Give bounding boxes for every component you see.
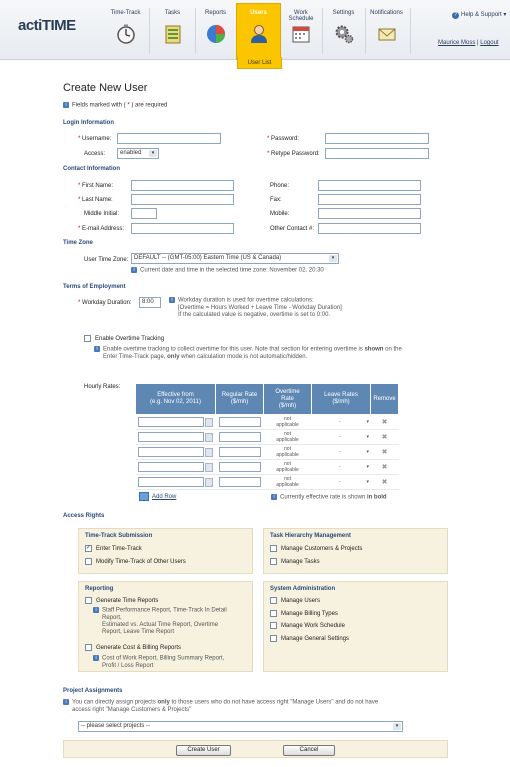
generate-cost-billing-checkbox[interactable] — [85, 644, 92, 651]
clipboard-icon — [163, 24, 183, 44]
manage-billing-types-checkbox[interactable] — [270, 610, 277, 617]
effective-date-input[interactable] — [138, 432, 204, 442]
manage-users-checkbox[interactable] — [270, 597, 277, 604]
fax-label: Fax: — [270, 197, 282, 203]
retype-password-input[interactable] — [325, 148, 429, 159]
chevron-down-icon: ▾ — [329, 255, 337, 262]
calendar-icon[interactable] — [205, 418, 213, 427]
project-assignments-title: Project Assignments — [63, 688, 123, 694]
regular-rate-input[interactable] — [219, 432, 261, 442]
timezone-section-title: Time Zone — [63, 240, 93, 246]
workday-note-3: If the calculated value is negative, overtime is set to 0:00. — [178, 311, 331, 318]
help-support-menu[interactable]: ? Help & Support ▾ — [452, 11, 506, 19]
regular-rate-input[interactable] — [219, 477, 261, 487]
manage-users-row[interactable]: Manage Users — [270, 597, 320, 604]
info-icon: i — [271, 494, 277, 500]
username-input[interactable] — [117, 133, 221, 144]
remove-icon[interactable]: ✖ — [381, 449, 388, 456]
col-effective-from: Effective from (e.g. Nov 02, 2011) — [136, 384, 216, 415]
modify-timetrack-row[interactable]: Modify Time-Track of Other Users — [85, 558, 186, 565]
workday-duration-label: Workday Duration: — [82, 300, 132, 306]
other-contact-input[interactable] — [318, 223, 421, 234]
password-input[interactable] — [325, 133, 429, 144]
email-label: E-mail Address: — [82, 226, 125, 232]
info-icon: i — [93, 655, 99, 661]
tab-reports[interactable]: Reports — [194, 4, 237, 54]
clock-icon — [116, 24, 136, 44]
task-hierarchy-box: Task Hierarchy Management Manage Customers & Projects Manage Tasks — [263, 528, 448, 574]
contact-section-title: Contact Information — [63, 166, 120, 172]
leave-rates-dropdown[interactable]: - ▾ — [338, 464, 369, 470]
regular-rate-input[interactable] — [219, 417, 261, 427]
help-icon: ? — [452, 12, 459, 19]
workday-note-1: Workday duration is used for overtime calculations: — [178, 297, 314, 304]
gears-icon — [334, 24, 354, 44]
password-label: Password: — [271, 136, 300, 142]
chevron-down-icon: ▾ — [149, 150, 157, 157]
manage-billing-types-row[interactable]: Manage Billing Types — [270, 610, 338, 617]
info-icon: i — [63, 699, 69, 705]
login-section-title: Login Information — [63, 120, 114, 126]
hourly-rates-table — [135, 383, 399, 490]
manage-general-settings-row[interactable]: Manage General Settings — [270, 635, 349, 642]
add-row-icon — [139, 492, 149, 501]
pie-chart-icon — [206, 24, 226, 44]
tab-notifications[interactable]: Notifications — [365, 4, 408, 54]
timezone-select[interactable]: DEFAULT -- (GMT-05:00) Eastern Time (US & Canada) ▾ — [131, 253, 339, 264]
workday-duration-input[interactable]: 8:00 — [139, 297, 161, 308]
modify-timetrack-checkbox[interactable] — [85, 558, 92, 565]
table-row: not applicable - ▾ ✖ — [136, 475, 399, 490]
first-name-label: First Name: — [82, 183, 114, 189]
last-name-input[interactable] — [131, 194, 234, 205]
remove-icon[interactable]: ✖ — [381, 479, 388, 486]
add-row-button[interactable]: Add Row — [139, 492, 176, 501]
middle-initial-input[interactable] — [131, 208, 157, 219]
manage-general-settings-checkbox[interactable] — [270, 635, 277, 642]
table-row: not applicable - ▾ ✖ — [136, 445, 399, 460]
overtime-tracking-checkbox[interactable] — [84, 335, 91, 342]
manage-customers-row[interactable]: Manage Customers & Projects — [270, 545, 362, 552]
username-label: Username: — [82, 136, 112, 142]
calendar-icon[interactable] — [205, 433, 213, 442]
project-select[interactable]: -- please select projects -- ▾ — [78, 721, 403, 732]
actitime-logo[interactable]: actiTIME — [18, 17, 76, 34]
mobile-input[interactable] — [318, 208, 421, 219]
last-name-label: Last Name: — [82, 197, 113, 203]
calendar-icon — [291, 24, 311, 44]
regular-rate-input[interactable] — [219, 462, 261, 472]
page-title: Create New User — [63, 82, 148, 94]
col-overtime-rate: Overtime Rate ($/mh) — [264, 384, 312, 415]
remove-icon[interactable]: ✖ — [381, 419, 388, 426]
timezone-label: User Time Zone: — [84, 257, 129, 263]
col-leave-rates: Leave Rates ($/mh) — [312, 384, 371, 415]
info-icon: i — [131, 267, 137, 273]
overtime-tracking-row[interactable]: Enable Overtime Tracking — [84, 335, 164, 342]
create-user-button[interactable]: Create User — [176, 745, 231, 756]
tab-users[interactable]: Users — [236, 3, 281, 60]
envelope-icon — [377, 24, 397, 44]
button-bar — [63, 740, 448, 758]
mobile-label: Mobile: — [270, 211, 290, 217]
col-regular-rate: Regular Rate ($/mh) — [216, 384, 264, 415]
reporting-box: Reporting Generate Time Reports i Staff Performance Report, Time-Track In Detail Report, Estimated vs. Actual Time Report, Overtime Report, Leave Time Report Generate Cost & Billing Reports i Cost of Work Report, Billing Summary Report, Profit / Loss Report — [78, 581, 253, 672]
info-icon: i — [63, 102, 69, 108]
workday-note-2: [Overtime = Hours Worked + Leave Time - Workday Duration] — [178, 304, 342, 311]
regular-rate-input[interactable] — [219, 447, 261, 457]
leave-rates-dropdown[interactable]: - ▾ — [338, 434, 369, 440]
phone-input[interactable] — [318, 180, 421, 191]
access-select[interactable]: enabled ▾ — [117, 148, 159, 159]
manage-tasks-checkbox[interactable] — [270, 558, 277, 565]
manage-tasks-row[interactable]: Manage Tasks — [270, 558, 320, 565]
calendar-icon[interactable] — [205, 463, 213, 472]
required-note: i Fields marked with ( * ) are required — [63, 102, 167, 109]
user-icon — [249, 24, 269, 44]
enter-timetrack-checkbox[interactable]: ✓ — [86, 545, 92, 551]
table-row: not applicable - ▾ ✖ — [136, 460, 399, 475]
manage-work-schedule-row[interactable]: Manage Work Schedule — [270, 622, 345, 629]
effective-date-input[interactable] — [138, 462, 204, 472]
access-rights-title: Access Rights — [63, 513, 105, 519]
leave-rates-dropdown[interactable]: - ▾ — [338, 479, 369, 485]
col-remove: Remove — [371, 384, 399, 415]
tab-work-schedule[interactable]: Work Schedule — [281, 4, 321, 54]
phone-label: Phone: — [270, 183, 290, 189]
calendar-icon[interactable] — [205, 448, 213, 457]
cancel-button[interactable]: Cancel — [283, 745, 335, 756]
remove-icon[interactable]: ✖ — [381, 434, 388, 441]
employment-section-title: Terms of Employment — [63, 284, 126, 290]
timetrack-submission-box: Time-Track Submission ✓ Enter Time-Track Modify Time-Track of Other Users — [78, 528, 253, 574]
tab-settings[interactable]: Settings — [322, 4, 365, 54]
user-name-link[interactable]: Maurice Moss — [438, 40, 476, 46]
generate-time-reports-row[interactable]: Generate Time Reports — [85, 597, 158, 604]
manage-work-schedule-checkbox[interactable] — [270, 622, 277, 629]
access-label: Access: — [84, 151, 106, 157]
table-row: not applicable - ▾ ✖ — [136, 430, 399, 445]
fax-input[interactable] — [318, 194, 421, 205]
effective-date-input[interactable] — [138, 477, 204, 487]
system-administration-box: System Administration Manage Users Manage Billing Types Manage Work Schedule Manage General Settings — [263, 581, 448, 672]
effective-date-input[interactable] — [138, 417, 204, 427]
tab-time-track[interactable]: Time-Track — [104, 4, 147, 54]
chevron-down-icon: ▾ — [393, 723, 401, 730]
generate-cost-billing-row[interactable]: Generate Cost & Billing Reports — [85, 644, 181, 651]
timezone-note: Current date and time in the selected time zone: November 02, 20:30 — [140, 267, 324, 274]
logout-link[interactable]: Logout — [480, 40, 499, 46]
manage-customers-checkbox[interactable] — [270, 545, 277, 552]
other-contact-label: Other Contact #: — [270, 226, 315, 232]
info-icon: i — [94, 346, 100, 352]
table-row: not applicable - ▾ ✖ — [136, 415, 399, 430]
generate-time-reports-checkbox[interactable] — [85, 597, 92, 604]
subnav-user-list[interactable]: User List — [237, 57, 282, 69]
first-name-input[interactable] — [131, 180, 234, 191]
calendar-icon[interactable] — [205, 478, 213, 487]
retype-password-label: Retype Password: — [271, 151, 320, 157]
info-icon: i — [169, 297, 175, 303]
enter-timetrack-row[interactable]: ✓ Enter Time-Track — [86, 545, 142, 553]
middle-initial-label: Middle Initial: — [84, 211, 120, 217]
remove-icon[interactable]: ✖ — [381, 464, 388, 471]
leave-rates-dropdown[interactable]: - ▾ — [338, 419, 369, 425]
effective-date-input[interactable] — [138, 447, 204, 457]
tab-tasks[interactable]: Tasks — [151, 4, 194, 54]
email-input[interactable] — [131, 223, 234, 234]
app-header: actiTIME Time-Track Tasks Reports Users Work Schedule Settings Notifications ? Help & Support ▾ Maurice Moss | Logout — [0, 0, 510, 60]
hourly-rates-label: Hourly Rates: — [84, 384, 121, 390]
leave-rates-dropdown[interactable]: - ▾ — [338, 449, 369, 455]
info-icon: i — [93, 607, 99, 613]
